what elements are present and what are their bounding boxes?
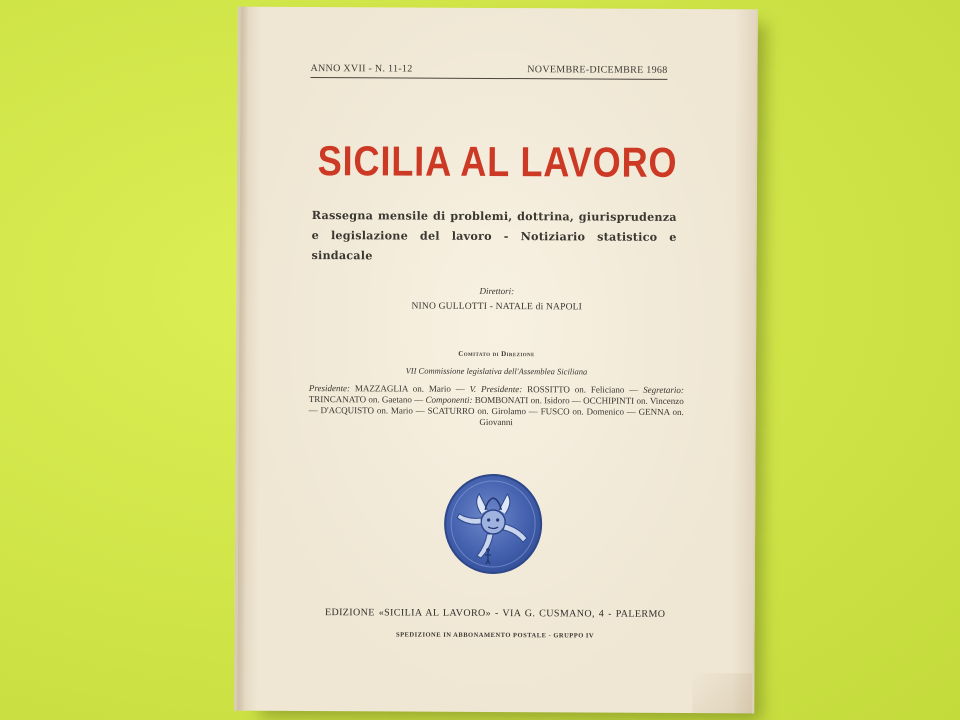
magazine-cover xyxy=(234,7,758,714)
secretary-name: TRINCANATO on. Gaetano — xyxy=(308,394,426,405)
corner-wear xyxy=(692,673,752,713)
issue-number: ANNO XVII - N. 11-12 xyxy=(310,63,413,75)
trinacria-emblem-icon xyxy=(441,472,546,577)
directors-names: NINO GULLOTTI - NATALE di NAPOLI xyxy=(411,301,583,313)
components-names: BOMBONATI on. Isidoro — OCCHIPINTI on. Vincenzo — D'ACQUISTO on. Mario — SCATURRO on. Girolamo — FUSCO on. Domenico — GENNA on. Giovanni xyxy=(308,394,684,428)
commission-name: VII Commissione legislativa dell'Assemblea Siciliana xyxy=(405,365,588,377)
components-label: Componenti: xyxy=(425,394,475,405)
directors-label: Direttori: xyxy=(479,285,515,297)
publisher-line: EDIZIONE «SICILIA AL LAVORO» - VIA G. CUSMANO, 4 - PALERMO xyxy=(324,607,666,620)
secretary-label: Segretario: xyxy=(643,384,684,395)
issue-date: NOVEMBRE-DICEMBRE 1968 xyxy=(527,64,668,76)
committee-members xyxy=(309,383,684,429)
issue-header xyxy=(310,63,667,80)
president-name: MAZZAGLIA on. Mario — xyxy=(354,383,470,394)
spine-wear xyxy=(237,7,249,711)
president-label: Presidente: xyxy=(308,383,355,394)
magazine-subtitle: Rassegna mensile di problemi, dottrina, giurisprudenza e legislazione del lavoro - Notiziario statistico e sindacale xyxy=(311,208,677,263)
vice-president-label: V. Presidente: xyxy=(469,383,528,395)
committee-label: Comitato di Direzione xyxy=(458,349,535,359)
vice-president-name: ROSSITTO on. Feliciano — xyxy=(527,384,644,395)
magazine-title: SICILIA AL LAVORO xyxy=(317,137,678,186)
shipping-line: SPEDIZIONE IN ABBONAMENTO POSTALE - GRUPPO IV xyxy=(395,631,595,640)
